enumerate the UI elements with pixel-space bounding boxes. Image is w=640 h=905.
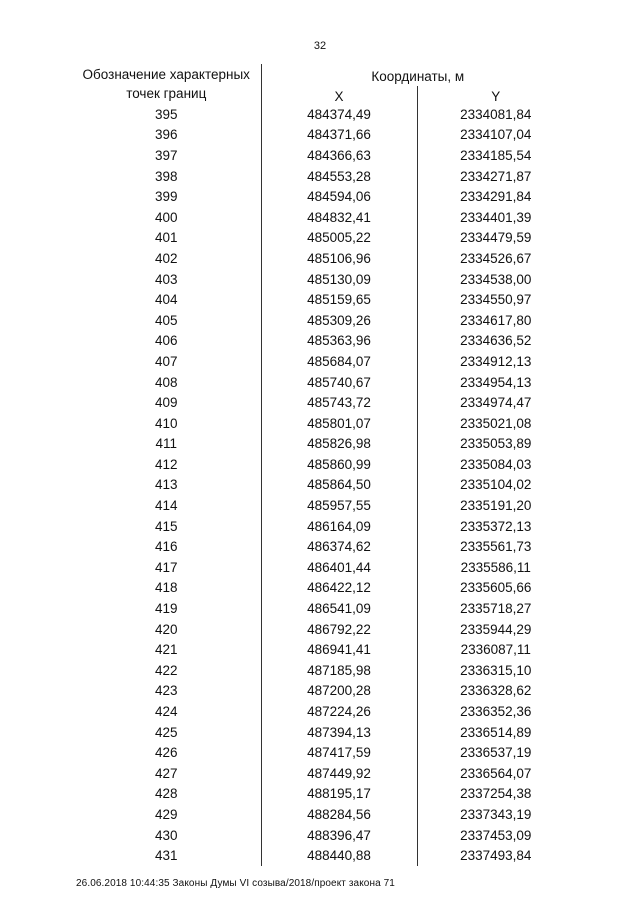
x-coordinate-cell: 486792,22 (261, 619, 417, 640)
y-coordinate-cell: 2335605,66 (417, 578, 574, 599)
coordinates-table-container (72, 64, 574, 866)
point-id-cell: 397 (154, 147, 178, 163)
point-id-cell: 429 (154, 806, 178, 822)
point-id-cell: 420 (154, 621, 178, 637)
page-number: 32 (313, 40, 327, 52)
x-coordinate-cell: 485106,96 (261, 248, 417, 269)
point-id-cell: 408 (154, 374, 178, 390)
table-row (72, 619, 574, 640)
x-coordinate-cell: 485864,50 (261, 475, 417, 496)
x-coordinate-cell: 486164,09 (261, 516, 417, 537)
x-coordinate-cell: 486541,09 (261, 598, 417, 619)
table-row (72, 598, 574, 619)
y-coordinate-cell: 2334912,13 (417, 351, 574, 372)
x-coordinate-cell: 485860,99 (261, 454, 417, 475)
point-id-cell: 398 (154, 168, 178, 184)
header-point-label: Обозначение характерных точек границ (82, 67, 250, 101)
x-coordinate-cell: 488284,56 (261, 804, 417, 825)
point-id-cell: 419 (154, 601, 178, 617)
x-coordinate-cell: 485159,65 (261, 289, 417, 310)
point-id-cell: 428 (154, 786, 178, 802)
y-coordinate-cell: 2335561,73 (417, 536, 574, 557)
y-coordinate-cell: 2335944,29 (417, 619, 574, 640)
x-coordinate-cell: 487449,92 (261, 763, 417, 784)
x-coordinate-cell: 485740,67 (261, 372, 417, 393)
table-row (72, 557, 574, 578)
y-coordinate-cell: 2334081,84 (417, 104, 574, 125)
table-row (72, 845, 574, 866)
point-id-cell: 418 (154, 580, 178, 596)
table-row (72, 639, 574, 660)
x-coordinate-cell: 487224,26 (261, 701, 417, 722)
y-coordinate-cell: 2334954,13 (417, 372, 574, 393)
x-coordinate-cell: 485801,07 (261, 413, 417, 434)
y-coordinate-cell: 2337254,38 (417, 784, 574, 805)
document-footer: 26.06.2018 10:44:35 Законы Думы VI созыва/2018/проект закона 71 (76, 878, 395, 889)
point-id-cell: 411 (155, 436, 178, 452)
table-row (72, 248, 574, 269)
table-row (72, 413, 574, 434)
y-coordinate-cell: 2337343,19 (417, 804, 574, 825)
table-row (72, 454, 574, 475)
point-id-cell: 426 (154, 745, 178, 761)
y-coordinate-cell: 2337493,84 (417, 845, 574, 866)
point-id-cell: 422 (154, 662, 178, 678)
header-y: Y (417, 86, 574, 104)
table-row (72, 660, 574, 681)
x-coordinate-cell: 486374,62 (261, 536, 417, 557)
table-row (72, 207, 574, 228)
y-coordinate-cell: 2335021,08 (417, 413, 574, 434)
table-row (72, 145, 574, 166)
y-coordinate-cell: 2335104,02 (417, 475, 574, 496)
table-row (72, 742, 574, 763)
point-id-cell: 407 (154, 353, 178, 369)
y-coordinate-cell: 2336087,11 (417, 639, 574, 660)
y-coordinate-cell: 2334185,54 (417, 145, 574, 166)
table-row (72, 310, 574, 331)
x-coordinate-cell: 486422,12 (261, 578, 417, 599)
x-coordinate-cell: 484374,49 (261, 104, 417, 125)
point-id-cell: 400 (154, 209, 178, 225)
y-coordinate-cell: 2334974,47 (417, 392, 574, 413)
x-coordinate-cell: 488195,17 (261, 784, 417, 805)
x-coordinate-cell: 484553,28 (261, 166, 417, 187)
x-coordinate-cell: 486401,44 (261, 557, 417, 578)
table-row (72, 289, 574, 310)
y-coordinate-cell: 2335084,03 (417, 454, 574, 475)
table-row (72, 186, 574, 207)
y-coordinate-cell: 2337453,09 (417, 825, 574, 846)
x-coordinate-cell: 484366,63 (261, 145, 417, 166)
y-coordinate-cell: 2334526,67 (417, 248, 574, 269)
table-row (72, 495, 574, 516)
x-coordinate-cell: 485684,07 (261, 351, 417, 372)
x-coordinate-cell: 487394,13 (261, 722, 417, 743)
point-id-cell: 395 (154, 106, 178, 122)
table-row (72, 125, 574, 146)
point-id-cell: 399 (154, 189, 178, 205)
point-id-cell: 431 (154, 848, 178, 864)
header-coordinates: Координаты, м (261, 64, 574, 86)
point-id-cell: 425 (154, 724, 178, 740)
x-coordinate-cell: 485743,72 (261, 392, 417, 413)
table-row (72, 681, 574, 702)
y-coordinate-cell: 2335586,11 (417, 557, 574, 578)
x-coordinate-cell: 484594,06 (261, 186, 417, 207)
y-coordinate-cell: 2336352,36 (417, 701, 574, 722)
table-header (72, 64, 574, 104)
point-id-cell: 416 (154, 539, 178, 555)
point-id-cell: 403 (154, 271, 178, 287)
x-coordinate-cell: 487200,28 (261, 681, 417, 702)
table-row (72, 228, 574, 249)
y-coordinate-cell: 2336537,19 (417, 742, 574, 763)
y-coordinate-cell: 2334479,59 (417, 228, 574, 249)
x-coordinate-cell: 485363,96 (261, 331, 417, 352)
x-coordinate-cell: 485005,22 (261, 228, 417, 249)
point-id-cell: 412 (154, 456, 178, 472)
point-id-cell: 410 (154, 415, 178, 431)
point-id-cell: 406 (154, 333, 178, 349)
point-id-cell: 424 (154, 704, 178, 720)
point-id-cell: 401 (154, 230, 178, 246)
y-coordinate-cell: 2334617,80 (417, 310, 574, 331)
point-id-cell: 417 (154, 559, 178, 575)
table-row (72, 516, 574, 537)
y-coordinate-cell: 2334401,39 (417, 207, 574, 228)
table-row (72, 804, 574, 825)
x-coordinate-cell: 486941,41 (261, 639, 417, 660)
y-coordinate-cell: 2334550,97 (417, 289, 574, 310)
point-id-cell: 402 (154, 250, 178, 266)
x-coordinate-cell: 484832,41 (261, 207, 417, 228)
point-id-cell: 414 (154, 498, 178, 514)
table-row (72, 701, 574, 722)
y-coordinate-cell: 2334636,52 (417, 331, 574, 352)
x-coordinate-cell: 487417,59 (261, 742, 417, 763)
point-id-cell: 405 (154, 312, 178, 328)
table-row (72, 351, 574, 372)
table-row (72, 166, 574, 187)
y-coordinate-cell: 2336514,89 (417, 722, 574, 743)
x-coordinate-cell: 485957,55 (261, 495, 417, 516)
table-row (72, 722, 574, 743)
point-id-cell: 423 (154, 683, 178, 699)
point-id-cell: 396 (154, 127, 178, 143)
header-x: X (261, 86, 417, 104)
y-coordinate-cell: 2334271,87 (417, 166, 574, 187)
y-coordinate-cell: 2335191,20 (417, 495, 574, 516)
point-id-cell: 421 (154, 642, 178, 658)
y-coordinate-cell: 2334538,00 (417, 269, 574, 290)
y-coordinate-cell: 2335053,89 (417, 434, 574, 455)
x-coordinate-cell: 485130,09 (261, 269, 417, 290)
table-row (72, 372, 574, 393)
y-coordinate-cell: 2335718,27 (417, 598, 574, 619)
x-coordinate-cell: 485309,26 (261, 310, 417, 331)
table-row (72, 331, 574, 352)
y-coordinate-cell: 2336315,10 (417, 660, 574, 681)
table-row (72, 392, 574, 413)
point-id-cell: 404 (154, 292, 178, 308)
table-row (72, 475, 574, 496)
y-coordinate-cell: 2334291,84 (417, 186, 574, 207)
x-coordinate-cell: 488396,47 (261, 825, 417, 846)
table-row (72, 825, 574, 846)
point-id-cell: 409 (154, 395, 178, 411)
table-body (72, 104, 574, 866)
coordinates-table (72, 64, 574, 866)
table-row (72, 434, 574, 455)
table-row (72, 104, 574, 125)
table-row (72, 763, 574, 784)
table-row (72, 578, 574, 599)
y-coordinate-cell: 2334107,04 (417, 125, 574, 146)
x-coordinate-cell: 487185,98 (261, 660, 417, 681)
point-id-cell: 415 (154, 518, 178, 534)
table-row (72, 784, 574, 805)
y-coordinate-cell: 2336564,07 (417, 763, 574, 784)
table-row (72, 269, 574, 290)
y-coordinate-cell: 2335372,13 (417, 516, 574, 537)
x-coordinate-cell: 485826,98 (261, 434, 417, 455)
point-id-cell: 413 (154, 477, 178, 493)
y-coordinate-cell: 2336328,62 (417, 681, 574, 702)
x-coordinate-cell: 488440,88 (261, 845, 417, 866)
point-id-cell: 427 (154, 765, 178, 781)
x-coordinate-cell: 484371,66 (261, 125, 417, 146)
point-id-cell: 430 (154, 827, 178, 843)
table-row (72, 536, 574, 557)
